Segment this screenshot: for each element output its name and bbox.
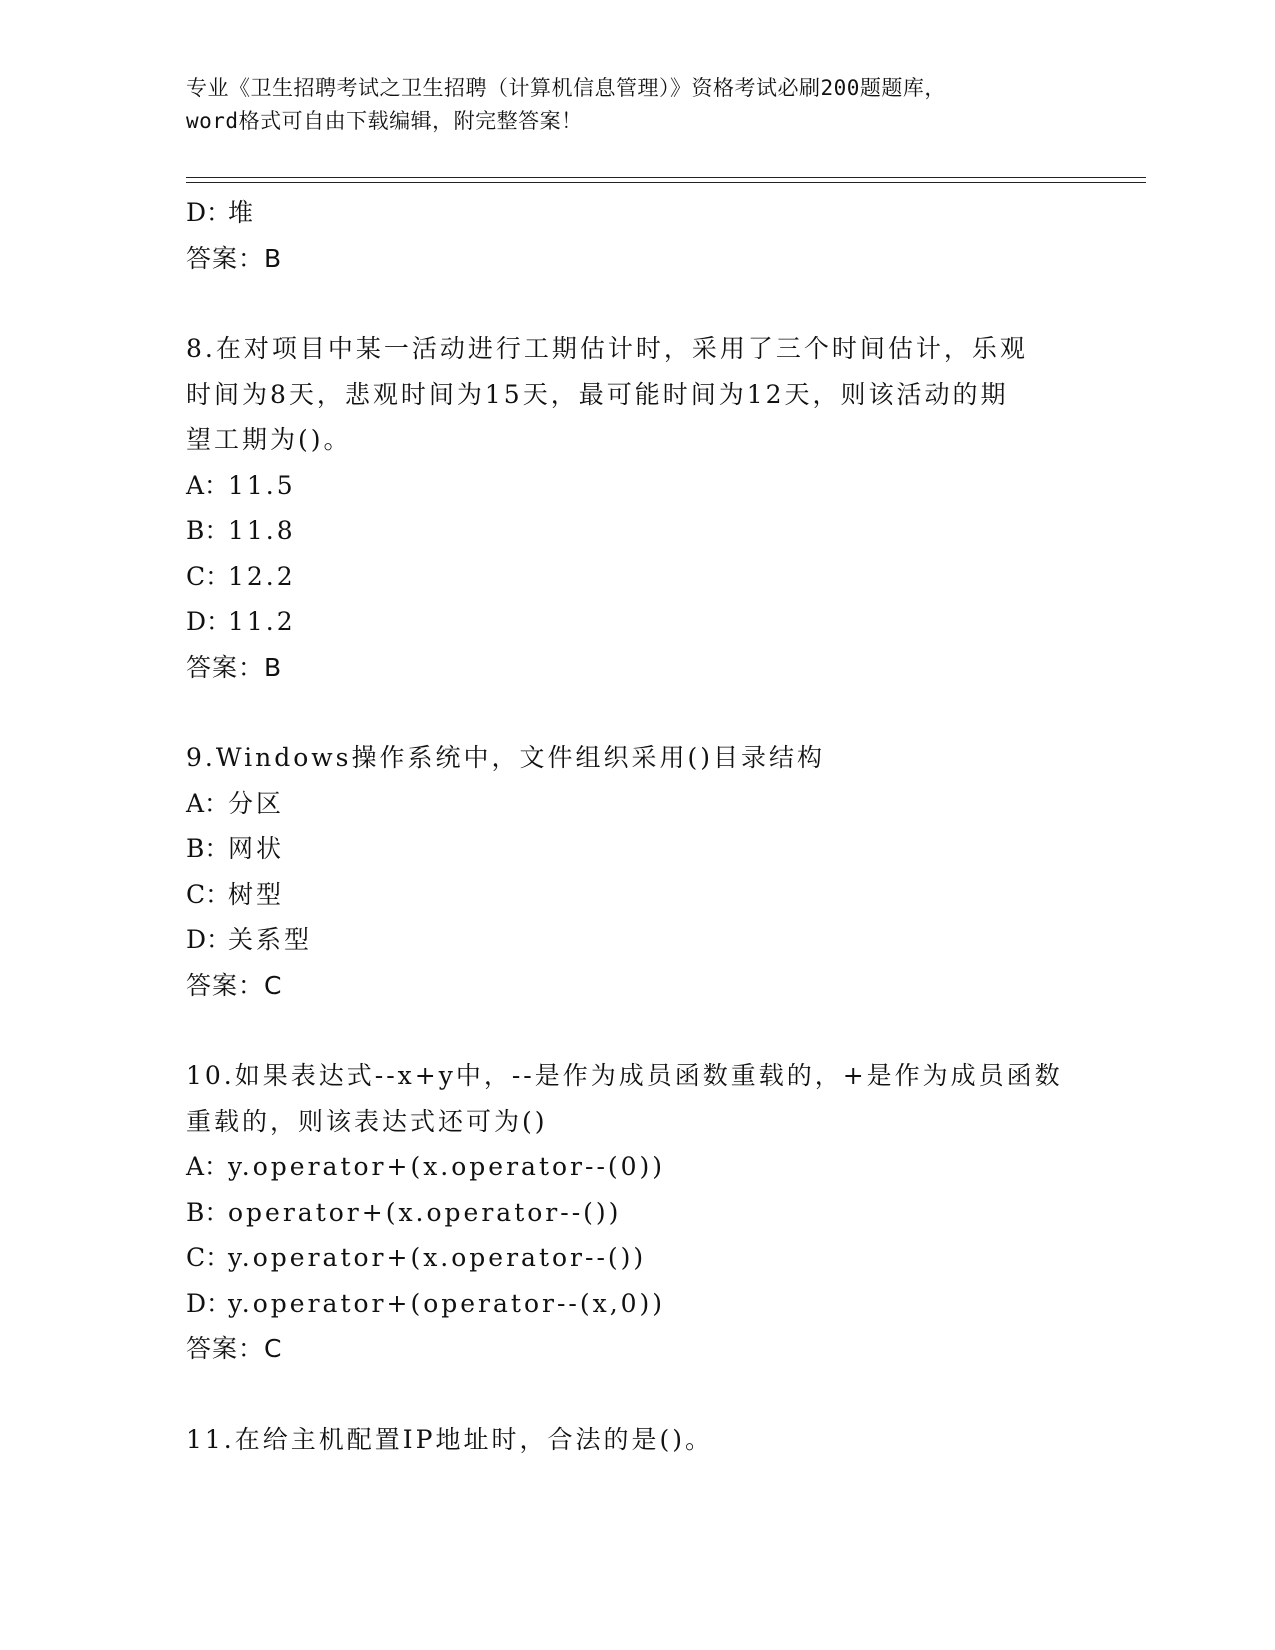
question-10-option-a — [186, 1144, 1086, 1190]
option-text: 网状 — [228, 834, 285, 863]
option-label: D： — [186, 1288, 232, 1318]
option-text: 11.5 — [228, 470, 296, 500]
option-text: y.operator+(x.operator--(0)) — [228, 1152, 666, 1181]
question-10-answer: 答案：C — [186, 1334, 283, 1363]
question-10 — [186, 1053, 1086, 1372]
question-10-option-b — [186, 1190, 1086, 1236]
option-label: B： — [186, 834, 230, 863]
option-text: 树型 — [228, 879, 285, 909]
question-9-option-b — [186, 826, 1086, 872]
question-10-option-d — [186, 1281, 1086, 1327]
option-label: D： — [186, 607, 232, 636]
option-label: B： — [186, 1197, 230, 1227]
option-text: 分区 — [228, 788, 285, 818]
option-label: A： — [186, 470, 230, 500]
question-8-answer: 答案：B — [186, 652, 283, 682]
document-body — [186, 190, 1086, 1462]
question-10-line-1: 10.如果表达式--x+y中，--是作为成员函数重载的，+是作为成员函数 — [186, 1061, 1063, 1090]
option-text: 关系型 — [228, 925, 313, 954]
option-text: y.operator+(x.operator--()) — [228, 1243, 647, 1272]
question-8-option-d — [186, 599, 1086, 645]
prev-question-answer: 答案：B — [186, 243, 283, 273]
option-text: operator+(x.operator--()) — [228, 1197, 622, 1227]
option-label: D： — [186, 198, 232, 227]
question-9-option-a — [186, 781, 1086, 827]
option-text: 11.8 — [228, 516, 296, 545]
question-8 — [186, 326, 1086, 690]
option-text: 堆 — [228, 198, 257, 227]
question-9-line-1: 9.Windows操作系统中，文件组织采用()目录结构 — [186, 743, 825, 772]
question-11 — [186, 1417, 1086, 1463]
question-8-option-b — [186, 508, 1086, 554]
header-title-line-1: 专业《卫生招聘考试之卫生招聘（计算机信息管理）》资格考试必刷200题题库， — [186, 76, 946, 100]
question-10-option-c — [186, 1235, 1086, 1281]
question-8-option-c — [186, 554, 1086, 600]
option-text: 11.2 — [228, 607, 296, 636]
prev-question-option-d — [186, 190, 1086, 236]
document-header — [186, 72, 1086, 138]
option-label: C： — [186, 561, 231, 591]
question-9-answer: 答案：C — [186, 970, 283, 1000]
option-text: y.operator+(operator--(x,0)) — [228, 1288, 666, 1318]
option-label: D： — [186, 925, 232, 954]
option-label: C： — [186, 879, 231, 909]
question-11-line-1: 11.在给主机配置IP地址时，合法的是()。 — [186, 1424, 713, 1454]
question-9 — [186, 735, 1086, 1008]
header-divider-top — [186, 177, 1146, 178]
question-9-option-d — [186, 917, 1086, 963]
option-text: 12.2 — [228, 561, 296, 591]
option-label: B： — [186, 516, 230, 545]
header-divider-bottom — [186, 182, 1146, 183]
option-label: C： — [186, 1243, 231, 1272]
question-10-line-2: 重载的，则该表达式还可为() — [186, 1106, 548, 1136]
option-label: A： — [186, 788, 230, 818]
question-8-option-a — [186, 463, 1086, 509]
question-8-line-1: 8.在对项目中某一活动进行工期估计时，采用了三个时间估计，乐观 — [186, 334, 1028, 363]
header-title-line-2: word格式可自由下载编辑，附完整答案！ — [186, 109, 583, 133]
option-label: A： — [186, 1152, 230, 1181]
question-9-option-c — [186, 872, 1086, 918]
question-8-line-2: 时间为8天，悲观时间为15天，最可能时间为12天，则该活动的期 — [186, 379, 1009, 409]
question-8-line-3: 望工期为()。 — [186, 425, 352, 454]
